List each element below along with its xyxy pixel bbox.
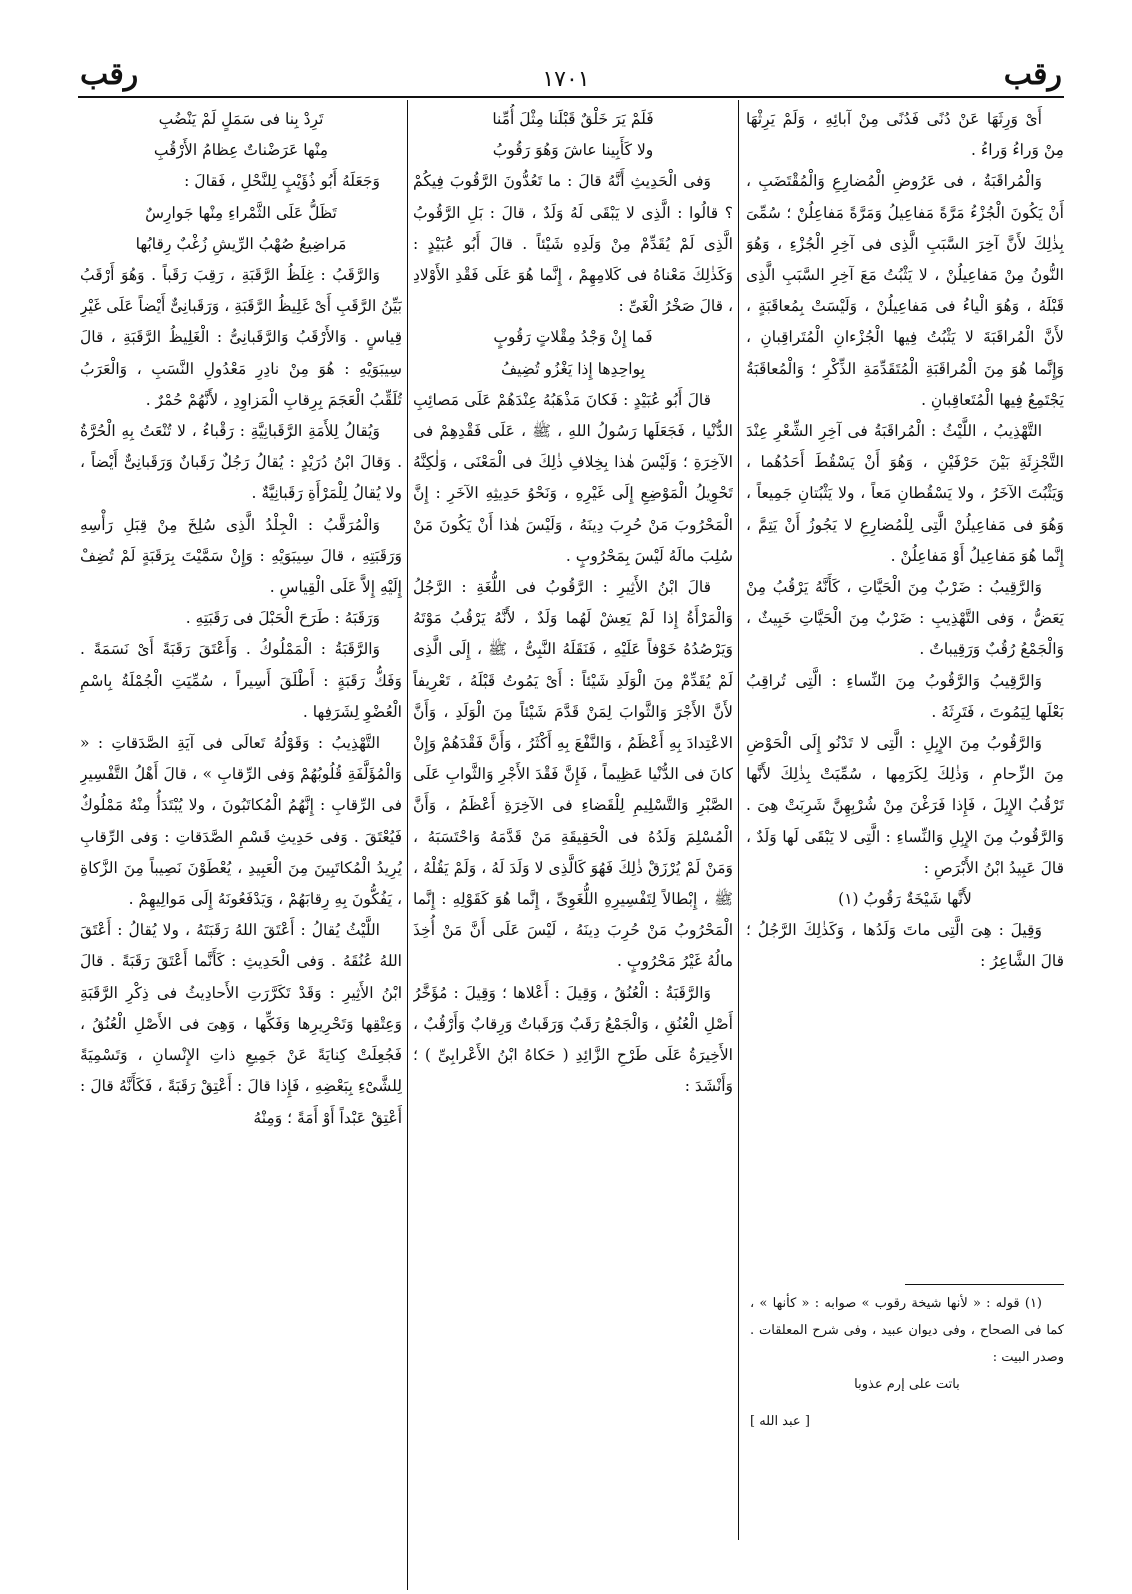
paragraph: قالَ ابْنُ الأَثِيرِ : الرَّقُوبُ فى اللُّغَةِ : الرَّجُلُ وَالْمَرْأَةُ إِذا لَمْ يَعِشْ لَهُما وَلَدٌ ، لأَنَّهُ يَرْقُبُ مَوْتَهُ وَيَرْصُدُهُ خَوْفاً عَلَيْهِ ، فَنَقَلَهُ النَّبِىُّ ، ﷺ ، إِلَى الَّذِى لَمْ يُقَدِّمْ مِنَ الْوَلَدِ شَيْئاً : أَىْ يَمُوتُ قَبْلَهُ ، تَعْرِيفاً لأَنَّ الأَجْرَ وَالثَّوابَ لِمَنْ قَدَّمَ شَيْئاً مِنَ الْوَلَدِ ، وَأَنَّ الاعْتِدادَ بِهِ أَعْظَمُ ، وَالنَّفْعَ بِهِ أَكْثَرُ ، وَأَنَّ فَقْدَهُمْ وَإِنْ كانَ فى الدُّنْيا عَظِيماً ، فَإِنَّ فَقْدَ الأَجْرِ وَالثَّوابِ عَلَى الصَّبْرِ وَالتَّسْلِيمِ لِلْقَضاءِ فى الآخِرَةِ أَعْظَمُ ، وَأَنَّ الْمُسْلِمَ وَلَدُهُ فى الْحَقِيقَةِ مَنْ قَدَّمَهُ وَاحْتَسَبَهُ ، وَمَنْ لَمْ يُرْزَقْ ذٰلِكَ فَهُوَ كَالَّذِى لا وَلَدَ لَهُ ، وَلَمْ يَقُلْهُ ، ﷺ ، إِبْطالاً لِتَفْسِيرِهِ اللُّغَوِىِّ ، إِنَّما هُوَ كَقَوْلِهِ : إِنَّما الْمَحْرُوبُ مَنْ حُرِبَ دِينَهُ ، لَيْسَ عَلَى أَنَّ مَنْ أُخِذَ مالُهُ غَيْرُ مَحْرُوبٍ . — [413, 578, 733, 971]
paragraph: وَالرَّقِيبُ : ضَرْبٌ مِنَ الْحَيَّاتِ ، كَأَنَّهُ يَرْقُبُ مِنْ يَعَضُّ ، وَفى التَّهْذِيبِ : ضَرْبٌ مِنَ الْحَيَّاتِ خَبِيثٌ ، وَالْجَمْعُ رُقُبٌ وَرَقِيباتٌ . — [746, 578, 1064, 659]
paragraph: وَجَعَلَهُ أَبُو ذُؤَيْبٍ لِلنَّحْلِ ، فَقالَ : — [184, 172, 380, 191]
column-divider — [738, 100, 739, 1540]
column-divider — [407, 100, 408, 1590]
paragraph: قالَ أَبُو عُبَيْدٍ : فَكانَ مَذْهَبُهُ عِنْدَهُمْ عَلَى مَصائِبِ الدُّنْيا ، فَجَعَلَها رَسُولُ اللهِ ، ﷺ ، عَلَى فَقْدِهِمْ فى الآخِرَةِ ؛ وَلَيْسَ هٰذا بِخِلافِ ذٰلِكَ فى الْمَعْنَى ، وَلٰكِنَّهُ تَحْوِيلُ الْمَوْضِعِ إِلَى غَيْرِهِ ، وَنَحْوُ حَدِيثِهِ الآخَرِ : إِنَّ الْمَحْرُوبَ مَنْ حُرِبَ دِينَهُ ، وَلَيْسَ هٰذا أَنْ يَكُونَ مَنْ سُلِبَ مالَهُ لَيْسَ بِمَحْرُوبٍ . — [413, 390, 733, 565]
header-headword-right: رقب — [1003, 57, 1062, 92]
paragraph: أَىْ وَرِثَهَا عَنْ دُنًى فَدُنًى مِنْ آبائِهِ ، وَلَمْ يَرِثْهَا مِنْ وَراءُ وَراءُ . — [746, 110, 1064, 160]
text-column-left — [80, 104, 402, 1594]
paragraph: وَرَقَبَهُ : طَرَحَ الْحَبْلَ فى رَقَبَتِهِ . — [185, 609, 380, 628]
page-number: ١٧٠١ — [542, 67, 590, 92]
header-headword-left: رقب — [80, 57, 139, 92]
verse-line: مِنْها عَرَضْناتٌ عِظامُ الأَرْقُبِ — [153, 141, 329, 160]
verse-line: بِواحِدِها إِذا يَغْزُو تُضِيفُ — [501, 359, 645, 378]
verse-line: لأَنَّها شَيْخَةٌ رَقُوبُ (١) — [838, 890, 972, 909]
verse-line: فَلَمْ يَرَ خَلْقٌ قَبْلَنا مِثْلَ أُمِّنا — [492, 110, 654, 128]
footnote-text: (١) قوله : « لأنها شيخة رقوب » صوابه : « كأنها » ، كما فى الصحاح ، وفى ديوان عبيد ، وفى شرح المعلقات . وصدر البيت : — [750, 1296, 1064, 1365]
paragraph: التَّهْذِيبُ : وَقَوْلُهُ تَعالَى فى آيَةِ الصَّدَقاتِ : « وَالْمُؤَلَّفَةِ قُلُوبُهُمْ وَفى الرِّقابِ » ، قالَ أَهْلُ التَّفْسِيرِ فى الرِّقابِ : إِنَّهُمُ الْمُكاتَبُونَ ، ولا يُبْتَدَأُ مِنْهُ مَمْلُوكٌ فَيُعْتَقَ . وَفى حَدِيثِ قَسْمِ الصَّدَقاتِ : وَفى الرِّقابِ يُرِيدُ الْمُكاتَبِينَ مِنَ الْعَبِيدِ ، يُعْطَوْنَ نَصِيباً مِنَ الزَّكاةِ ، يَفُكُّونَ بِهِ رِقابَهُمْ ، وَيَدْفَعُونَهُ إِلَى مَوالِيهِمْ . — [80, 734, 402, 909]
verse-line: مَراضِيعُ صُهْبُ الرِّيشِ زُغْبٌ رِقابُها — [135, 234, 347, 253]
verse-line: ولا كَأَبِينا عاشَ وَهُوَ رَقُوبُ — [492, 141, 654, 160]
paragraph: وَالرَّقَبُ : غِلَظُ الرَّقَبَةِ ، رَقِبَ رَقَباً . وَهُوَ أَرْقَبُ بَيِّنُ الرَّقَبِ أَىْ غَلِيظُ الرَّقَبَةِ ، وَرَقَبانِىٌّ أَيْضاً عَلَى غَيْرِ قِياسٍ . وَالأَرْقَبُ وَالرَّقَبانِىُّ : الْغَلِيظُ الرَّقَبَةِ ، قالَ سِيبَوَيْهِ : هُوَ مِنْ نادِرِ مَعْدُولِ النَّسَبِ ، وَالْعَرَبُ تُلَقِّبُ الْعَجَمَ بِرِقابِ الْمَزاوِدِ ، لأَنَّهُمْ حُمْرٌ . — [80, 266, 402, 409]
paragraph: وَالرَّقِيبُ وَالرَّقُوبُ مِنَ النِّساءِ : الَّتِى تُراقِبُ بَعْلَها لِيَمُوتَ ، فَتَرِثَهُ . — [746, 671, 1064, 721]
verse-line: تَرِدْ بِنا فى سَمَلٍ لَمْ يَنْضُبِ — [158, 110, 324, 128]
paragraph: وَقِيلَ : هِىَ الَّتِى ماتَ وَلَدُها ، وَكَذٰلِكَ الرَّجُلُ ؛ قالَ الشَّاعِرُ : — [746, 921, 1064, 971]
verse-line: تَظَلُّ عَلَى الثَّمْراءِ مِنْها جَوارِسٌ — [145, 203, 337, 222]
paragraph: وَالْمُرَقَّبُ : الْجِلْدُ الَّذِى سُلِخَ مِنْ قِبَلِ رَأْسِهِ وَرَقَبَتِهِ ، قالَ سِيبَوَيْهِ : وَإِنْ سَمَّيْتَ بِرَقَبَةٍ لَمْ تُضِفْ إِلَيْهِ إِلاَّ عَلَى الْقِياسِ . — [80, 515, 402, 597]
paragraph: وَالرَّقَبَةُ : الْمَمْلُوكُ . وَأَعْتَقَ رَقَبَةً أَىْ نَسَمَةً . وَفَكُّ رَقَبَةٍ : أَطْلَقَ أَسِيراً ، سُمِّيَتِ الْجُمْلَةُ بِاسْمِ الْعُضْوِ لِشَرَفِها . — [80, 640, 402, 721]
text-column-middle — [413, 104, 733, 1594]
paragraph: اللَّيْثُ يُقالُ : أَعْتَقَ اللهُ رَقَبَتَهُ ، ولا يُقالُ : أَعْتَقَ اللهُ عُنُقَهُ . وَفى الْحَدِيثِ : كَأَنَّما أَعْتَقَ رَقَبَةً . قالَ ابْنُ الأَثِيرِ : وَقَدْ تَكَرَّرَتِ الأَحادِيثُ فى ذِكْرِ الرَّقَبَةِ وَعِتْقِها وَتَحْرِيرِها وَفَكِّها ، وَهِىَ فى الأَصْلِ الْعُنُقُ ، فَجُعِلَتْ كِنايَةً عَنْ جَمِيعِ ذاتِ الإِنْسانِ ، وَتَسْمِيَةً لِلشَّىْءِ بِبَعْضِهِ ، فَإِذا قالَ : أَعْتِقْ رَقَبَةً ، فَكَأَنَّهُ قالَ : أَعْتِقْ عَبْداً أَوْ أَمَةً ؛ وَمِنْهُ — [80, 921, 402, 1127]
verse-line: فَما إِنْ وَجْدُ مِقْلاتٍ رَقُوبٍ — [493, 328, 653, 347]
footnote-rule — [905, 1284, 1064, 1285]
paragraph: وَيُقالُ لِلأَمَةِ الرَّقَبانِيَّةِ : رَقْباءُ ، لا تُنْعَتُ بِهِ الْحُرَّةُ . وَقالَ ابْنُ دُرَيْدٍ : يُقالُ رَجُلٌ رَقَبانٌ وَرَقَبانِىٌّ أَيْضاً ، ولا يُقالُ لِلْمَرْأَةِ رَقَبانِيَّةٌ . — [80, 422, 402, 503]
footnote — [750, 1290, 1064, 1435]
header-rule — [78, 96, 1064, 98]
paragraph: وَالرَّقَبَةُ : الْعُنُقُ ، وَقِيلَ : أَعْلاها ؛ وَقِيلَ : مُؤَخَّرُ أَصْلِ الْعُنُقِ ، وَالْجَمْعُ رَقَبٌ وَرَقَباتٌ وَرِقابٌ وَأَرْقُبٌ ، الأَخِيرَةُ عَلَى طَرْحِ الزَّائِدِ ( حَكاهُ ابْنُ الأَعْرابِىِّ ) ؛ وَأَنْشَدَ : — [413, 983, 733, 1096]
paragraph: التَّهْذِيبُ ، اللَّيْثُ : الْمُراقَبَةُ فى آخِرِ الشِّعْرِ عِنْدَ التَّجْزِئَةِ بَيْنَ حَرْفَيْنِ ، وَهُوَ أَنْ يَسْقُطَ أَحَدُهُما ، وَيَثْبُتَ الآخَرُ ، ولا يَسْقُطانِ مَعاً ، ولا يَثْبُتانِ جَمِيعاً ، وَهُوَ فى مَفاعِيلُنْ الَّتِى لِلْمُضارِعِ لا يَجُوزُ أَنْ يَتِمَّ ، إِنَّما هُوَ مَفاعِيلُ أَوْ مَفاعِلُنْ . — [746, 422, 1064, 565]
footnote-signature: [ عبد الله ] — [750, 1414, 810, 1429]
paragraph: وَفى الْحَدِيثِ أَنَّهُ قالَ : ما تَعُدُّونَ الرَّقُوبَ فِيكُمْ ؟ قالُوا : الَّذِى لا يَبْقَى لَهُ وَلَدٌ ، قالَ : بَلِ الرَّقُوبُ الَّذِى لَمْ يُقَدِّمْ مِنْ وَلَدِهِ شَيْئاً . قالَ أَبُو عُبَيْدٍ : وَكَذٰلِكَ مَعْناهُ فى كَلامِهِمْ ، إِنَّما هُوَ عَلَى فَقْدِ الأَوْلادِ ، قالَ صَخْرُ الْغَىِّ : — [413, 172, 733, 316]
footnote-verse: باتت على إرم عذوبا — [854, 1377, 960, 1392]
paragraph: وَالرَّقُوبُ مِنَ الإِبِلِ : الَّتِى لا تَدْنُو إِلَى الْحَوْضِ مِنَ الزِّحامِ ، وَذٰلِكَ لِكَرَمِها ، سُمِّيَتْ بِذٰلِكَ لأَنَّها تَرْقُبُ الإِبِلَ ، فَإِذا فَرَغْنَ مِنْ شُرْبِهِنَّ شَرِبَتْ هِىَ . وَالرَّقُوبُ مِنَ الإِبِلِ وَالنِّساءِ : الَّتِى لا يَبْقَى لَها وَلَدٌ ، قالَ عَبِيدُ ابْنُ الأَبْرَصِ : — [746, 734, 1064, 877]
paragraph: وَالْمُراقَبَةُ ، فى عَرُوضِ الْمُضارِعِ وَالْمُقْتَضَبِ ، أَنْ يَكُونَ الْجُزْءُ مَرَّةً مَفاعِيلُ وَمَرَّةً مَفاعِلُنْ ؛ سُمِّىَ بِذٰلِكَ لأَنَّ آخِرَ السَّبَبِ الَّذِى فى آخِرِ الْجُزْءِ ، وَهُوَ النُّونُ مِنْ مَفاعِيلُنْ ، لا يَثْبُتُ مَعَ آخِرِ السَّبَبِ الَّذِى قَبْلَهُ ، وَهُوَ الْياءُ فى مَفاعِيلُنْ ، وَلَيْسَتْ بِمُعاقَبَةٍ ، لأَنَّ الْمُراقَبَةَ لا يَثْبُتُ فِيها الْجُزْءانِ الْمُتَراقِبانِ ، وَإِنَّما هُوَ مِنَ الْمُراقَبَةِ الْمُتَقَدِّمَةِ الذِّكْرِ ؛ وَالْمُعاقَبَةُ يَجْتَمِعُ فِيها الْمُتَعاقِبانِ . — [746, 172, 1064, 409]
